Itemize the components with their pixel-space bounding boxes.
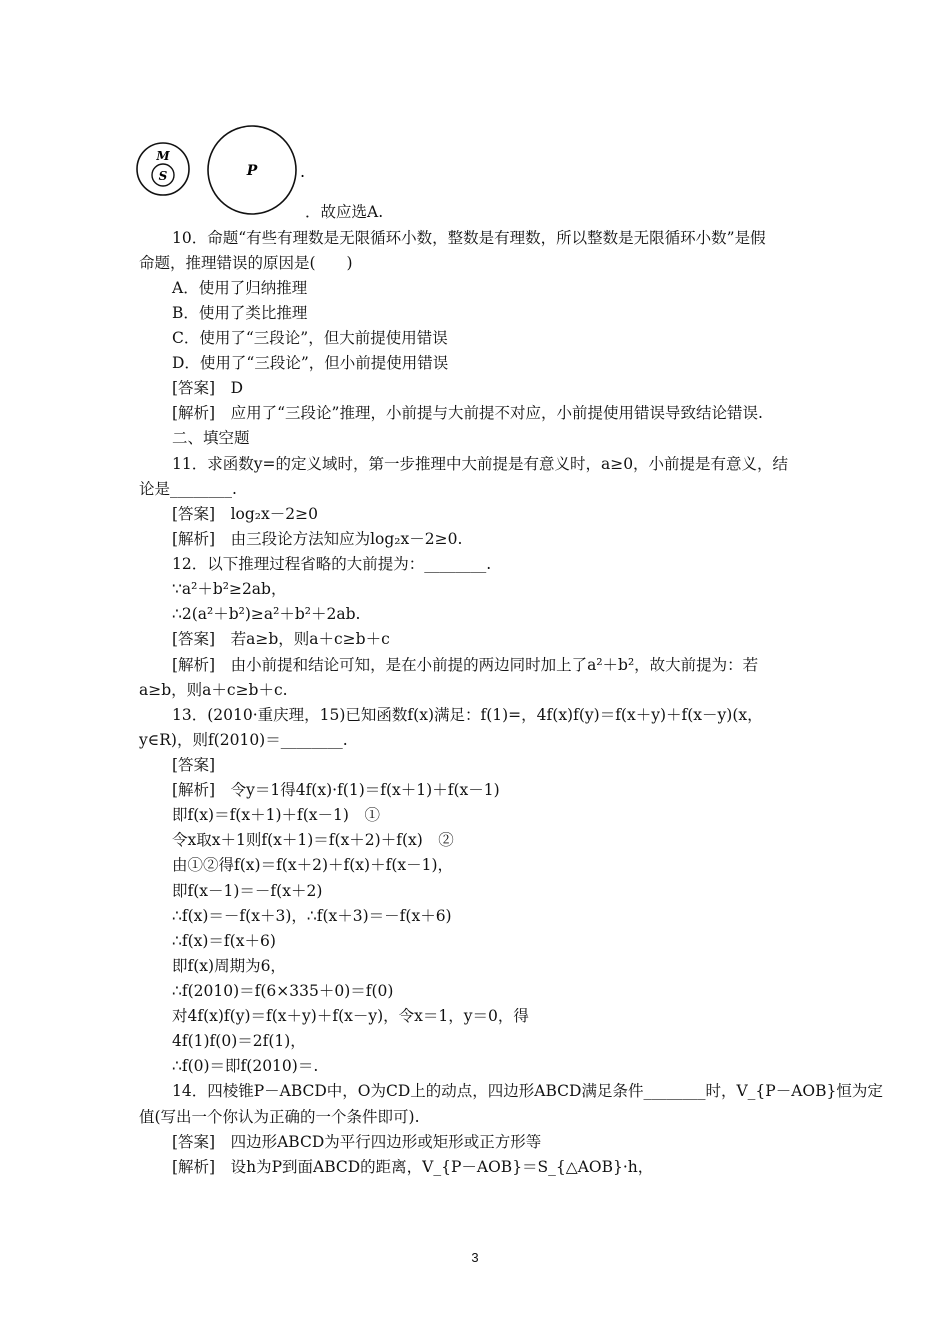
question-10: 10．命题“有些有理数是无限循环小数，整数是有理数，所以整数是无限循环小数”是假	[172, 229, 766, 247]
option-b: B．使用了类比推理	[172, 304, 308, 322]
answer-line: [答案]	[172, 756, 216, 774]
text-line: 即f(x)周期为6，	[172, 957, 286, 975]
question-14: 14．四棱锥P－ABCD中，O为CD上的动点，四边形ABCD满足条件________时，V_{P－AOB}恒为定	[172, 1082, 883, 1100]
question-12: 12．以下推理过程省略的大前提为：________.	[172, 555, 492, 573]
text-line: ∵a²＋b²≥2ab，	[172, 580, 287, 598]
analysis-line: [解析] 设h为P到面ABCD的距离，V_{P－AOB}＝S_{△AOB}·h，	[172, 1158, 654, 1176]
label-s: S	[158, 169, 168, 183]
text-line: 对4f(x)f(y)＝f(x＋y)＋f(x－y)，令x＝1，y＝0，得	[172, 1007, 529, 1025]
analysis-line: [解析] 由小前提和结论可知，是在小前提的两边同时加上了a²＋b²，故大前提为：若	[172, 656, 759, 674]
text-line: ∴f(x)＝－f(x＋3)，∴f(x＋3)＝－f(x＋6)	[172, 907, 452, 925]
answer-line: [答案] log₂x－2≥0	[172, 505, 318, 523]
answer-line: [答案] 四边形ABCD为平行四边形或矩形或正方形等	[172, 1133, 542, 1151]
text-line: 由①②得f(x)＝f(x＋2)＋f(x)＋f(x－1)，	[172, 856, 454, 874]
text-line: ∴2(a²＋b²)≥a²＋b²＋2ab.	[172, 605, 361, 623]
text-line: 论是________.	[139, 480, 237, 498]
text-line: ∴f(0)＝即f(2010)＝.	[172, 1057, 319, 1075]
text-line: 命题，推理错误的原因是( )	[139, 254, 353, 272]
analysis-line: [解析] 应用了“三段论”推理，小前提与大前提不对应，小前提使用错误导致结论错误.	[172, 404, 763, 422]
venn-diagram	[134, 124, 314, 219]
analysis-line: [解析] 由三段论方法知应为log₂x－2≥0.	[172, 530, 463, 548]
label-p: P	[246, 163, 258, 179]
text-line: ∴f(2010)＝f(6×335＋0)＝f(0)	[172, 982, 394, 1000]
text-line: 即f(x－1)＝－f(x＋2)	[172, 882, 323, 900]
label-m: M	[156, 149, 170, 163]
question-11: 11．求函数y=的定义域时，第一步推理中大前提是有意义时，a≥0，小前提是有意义，结	[172, 455, 789, 473]
answer-line: [答案] 若a≥b，则a＋c≥b＋c	[172, 630, 390, 648]
figure-trailing-dot: .	[300, 162, 306, 181]
text-line: ．故应选A.	[305, 203, 384, 221]
section-heading: 二、填空题	[172, 429, 250, 447]
answer-line: [答案] D	[172, 379, 244, 397]
page-number: 3	[471, 1250, 479, 1265]
option-c: C．使用了“三段论”，但大前提使用错误	[172, 329, 448, 347]
text-line: 令x取x＋1则f(x＋1)＝f(x＋2)＋f(x) ②	[172, 831, 454, 849]
text-line: y∈R)，则f(2010)＝________.	[139, 731, 348, 749]
text-line: 值(写出一个你认为正确的一个条件即可).	[139, 1108, 420, 1126]
option-a: A．使用了归纳推理	[172, 279, 308, 297]
text-line: 即f(x)＝f(x＋1)＋f(x－1) ①	[172, 806, 380, 824]
analysis-line: [解析] 令y＝1得4f(x)·f(1)＝f(x＋1)＋f(x－1)	[172, 781, 500, 799]
question-13: 13．(2010·重庆理，15)已知函数f(x)满足：f(1)=，4f(x)f(y)＝f(x＋y)＋f(x－y)(x，	[172, 706, 763, 724]
text-line: 4f(1)f(0)＝2f(1)，	[172, 1032, 306, 1050]
option-d: D．使用了“三段论”，但小前提使用错误	[172, 354, 449, 372]
text-line: a≥b，则a＋c≥b＋c.	[139, 681, 288, 699]
text-line: ∴f(x)＝f(x＋6)	[172, 932, 276, 950]
